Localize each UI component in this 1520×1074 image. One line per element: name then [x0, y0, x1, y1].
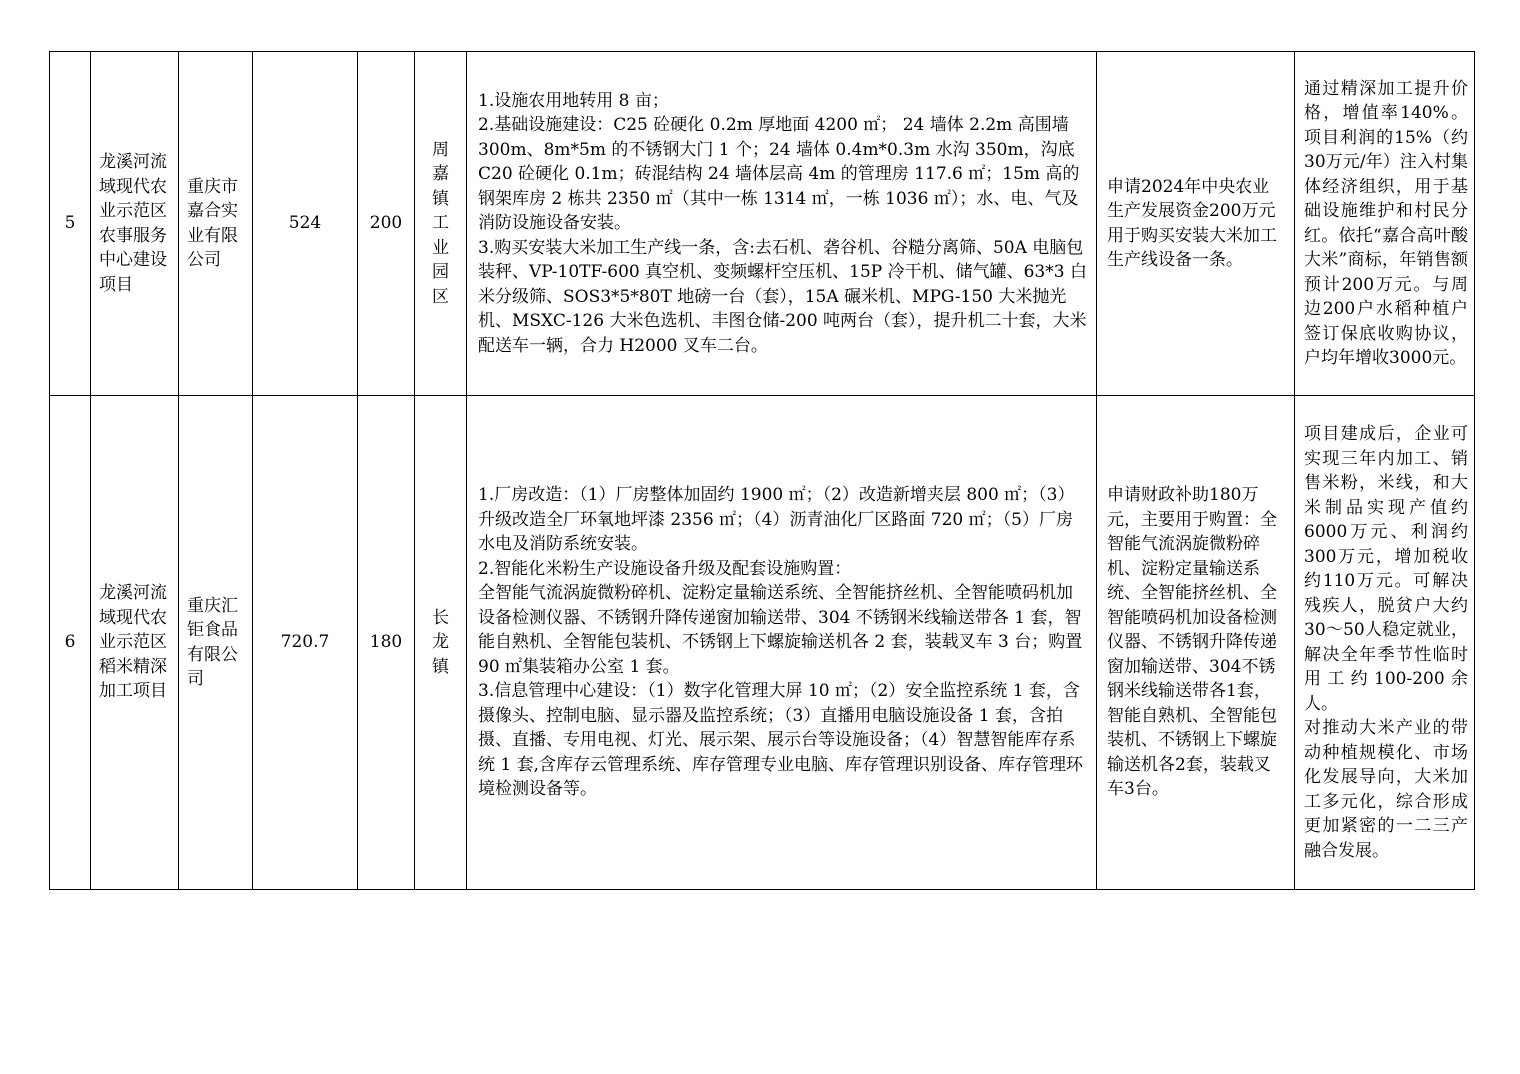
fund-use: 申请财政补助180万元，主要用于购置：全智能气流涡旋微粉碎机、淀粉定量输送系统、全智能挤丝机、全智能喷码机加设备检测仪器、不锈钢升降传递窗加输送带、304不锈钢米线输送带各1套，智能自熟机、全智能包装机、不锈钢上下螺旋输送机各2套，装载叉车3台。: [1097, 396, 1295, 890]
content-item: 2.基础设施建设：C25 砼硬化 0.2m 厚地面 4200 ㎡； 24 墙体 2.2m 高围墙 300m、8m*5m 的不锈钢大门 1 个；24 墙体 0.4m*0.3m 水沟 350m，沟底 C20 砼硬化 0.1m；砖混结构 24 墙体层高 4m 的管理房 117.6 ㎡；15m 高的钢架库房 2 栋共 2350 ㎡（其中一栋 1314 ㎡，一栋 1036 ㎡）；水、电、气及消防设施设备安装。: [478, 115, 1080, 234]
benefit: [1295, 396, 1475, 890]
fund-amount: 200: [358, 52, 415, 396]
benefit-paragraph: 对推动大米产业的带动种植规模化、市场化发展导向，大米加工多元化，综合形成更加紧密的一二三产融合发展。: [1304, 718, 1468, 861]
row-number: 5: [50, 52, 91, 396]
project-location: [415, 52, 467, 396]
content-item: 1.设施农用地转用 8 亩；: [478, 90, 669, 111]
location-text: 长龙镇: [432, 607, 449, 677]
total-investment: 524: [253, 52, 358, 396]
table-row: [50, 52, 1475, 396]
company-name: 重庆汇钜食品有限公司: [179, 396, 253, 890]
content-item: 全智能气流涡旋微粉碎机、淀粉定量输送系统、全智能挤丝机、全智能喷码机加设备检测仪器、不锈钢升降传递窗加输送带、304 不锈钢米线输送带各 1 套，智能自熟机、全智能包装机、不锈钢上下螺旋输送机各 2 套，装载叉车 3 台；购置 90 ㎡集装箱办公室 1 套。: [478, 583, 1083, 677]
content-item: 1.厂房改造：（1）厂房整体加固约 1900 ㎡；（2）改造新增夹层 800 ㎡；（3）升级改造全厂环氧地坪漆 2356 ㎡；（4）沥青油化厂区路面 720 ㎡；（5）厂房水电及消防系统安装。: [478, 485, 1075, 555]
fund-amount: 180: [358, 396, 415, 890]
benefit: 通过精深加工提升价格，增值率140%。项目利润的15%（约30万元/年）注入村集体经济组织，用于基础设施维护和村民分红。依托“嘉合高叶酸大米”商标，年销售额预计200万元。与周边200户水稻种植户签订保底收购协议，户均年增收3000元。: [1295, 52, 1475, 396]
content-item: 2.智能化米粉生产设施设备升级及配套设施购置：: [478, 558, 852, 579]
location-text: 周嘉镇工业园区: [432, 139, 449, 307]
company-name: 重庆市嘉合实业有限公司: [179, 52, 253, 396]
table-row: [50, 396, 1475, 890]
construction-content: [467, 52, 1097, 396]
content-item: 3.购买安装大米加工生产线一条，含:去石机、砻谷机、谷糙分离筛、50A 电脑包装秤、VP-10TF-600 真空机、变频螺杆空压机、15P 冷干机、储气罐、63*3 白米分级筛、SOS3*5*80T 地磅一台（套），15A 碾米机、MPG-150 大米抛光机、MSXC-126 大米色选机、丰图仓储-200 吨两台（套），提升机二十套，大米配送车一辆，合力 H2000 叉车二台。: [478, 237, 1087, 356]
fund-use: 申请2024年中央农业生产发展资金200万元用于购买安装大米加工生产线设备一条。: [1097, 52, 1295, 396]
row-number: 6: [50, 396, 91, 890]
benefit-paragraph: 项目建成后，企业可实现三年内加工、销售米粉，米线，和大米制品实现产值约6000万元、利润约300万元，增加税收约110万元。可解决残疾人，脱贫户大约30～50人稳定就业，解决全年季节性临时用工约100-200余人。: [1304, 424, 1468, 714]
construction-content: [467, 396, 1097, 890]
project-table: [49, 51, 1475, 890]
project-name: 龙溪河流域现代农业示范区农事服务中心建设项目: [91, 52, 179, 396]
project-location: [415, 396, 467, 890]
content-item: 3.信息管理中心建设：（1）数字化管理大屏 10 ㎡；（2）安全监控系统 1 套，含摄像头、控制电脑、显示器及监控系统；（3）直播用电脑设施设备 1 套，含拍摄、直播、专用电视、灯光、展示架、展示台等设施设备；（4）智慧智能库存系统 1 套,含库存云管理系统、库存管理专业电脑、库存管理识别设备、库存管理环境检测设备等。: [478, 681, 1084, 800]
total-investment: 720.7: [253, 396, 358, 890]
project-name: 龙溪河流域现代农业示范区稻米精深加工项目: [91, 396, 179, 890]
